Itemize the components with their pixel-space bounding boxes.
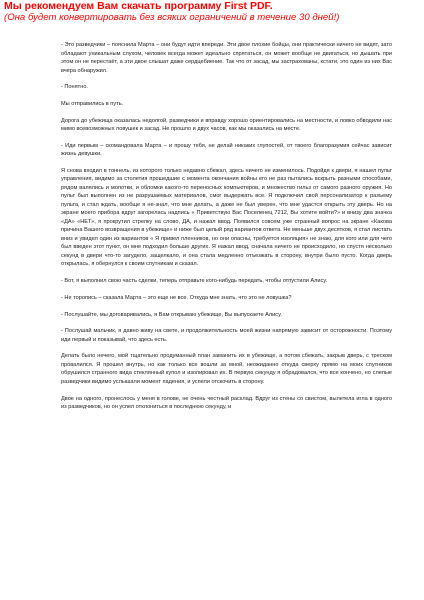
paragraph: - Не торопись – сказала Марта – это еще не все. Откуда мне знать, что это не ловушка?	[61, 294, 292, 301]
paragraph: - Вот, я выполнил свою часть сделки, теперь отправьте кого-нибудь передать, чтобы отпустили Алису.	[61, 278, 328, 285]
paragraph: Я снова входил в тоннель, из которого только недавно сбежал, здесь ничего не изменилось. Подойдя к двери, я нашел пульт управления, видимо за столетия прошедшие с момента окончания войны его не раз пытались вскрыть разными способами, рядом валялись и молотки, и обломки какого-то переносных компьютеров, и множество гильз от самого разного оружия. Но пульт был выполнен из не разрушаемых материалов, смог выдержать все. Я подключил свой персонализатор к разъему пульта, и стал ждать, вообще я не-знал, что мне делать, а даже не был уверен, что мне удастся открыть эту дверь. Но на экране моего прибора вдруг загорелась надпись « Приветствую Вас Поселенец 7212, Вы хотите войти?» и внизу два значка «ДА» «НЕТ», я прокрутил стрелку на слово, ДА, и нажал ввод. Появился совсем уже странный вопрос на экране «Какова причина Вашего возвращения в убежище» и ниже был целый ряд вариантов ответа. Не меньше двух десятков, я стал листать вниз и увидел один из вариантов « Я привел пленников, но они опасны, требуется изоляция» не знаю, для кого или для чего был введен этот пункт, он мне подходил больше других. Я нажал ввод, сначала ничего не происходило, но спустя несколько секунд в двери что-то загудело, защелкало, и она стала медленно отъезжать в сторону, внутри было пусто. Когда дверь открылась, я обернулся к своим спутникам и сказал.	[61, 167, 392, 268]
paragraph: - Понятно.	[61, 84, 88, 91]
paragraph: Дорога до убежища оказалась недолгой, разведчики и вправду хорошо ориентировались на местности, и ловко обводили нас мимо всевозможных ловушек и засад. Не прошло и двух часов, как мы оказались на месте.	[61, 117, 392, 133]
paragraph: - Это разведчики – пояснила Марта – они будут идти впереди. Эти двое плохие бойцы, они практически ничего не видят, зато обладают уникальным слухом, человек всегда может идеально спрятаться, он может вообще не двигаться, но дышать при этом он не перестаёт, а эти двое слышат даже сердцебиение. Так что от засад, мы застрахованы, кстати, это один из них Вас вчера обнаружил.	[61, 42, 392, 74]
promo-banner-title: Мы рекомендуем Вам скачать программу First PDF.	[4, 0, 273, 12]
paragraph: - Иди первым – скомандовала Марта – и прошу тебя, не делай никаких глупостей, от твоего благоразумия сейчас зависит жизнь девушки.	[61, 142, 392, 158]
paragraph: Двое на одного, пронеслось у меня в голове, не очень честный расклад. Вдруг из стены со свистом, вылетела игла в одного из разведчиков, но он успел отклониться в последнюю секунду, и	[61, 395, 392, 411]
paragraph: Мы отправились в путь.	[61, 100, 124, 107]
promo-banner	[4, 1, 420, 23]
document-body	[61, 41, 392, 600]
promo-banner-subtitle: (Она будет конвертировать без всяких ограничений в течение 30 дней!)	[4, 12, 340, 23]
paragraph: - Послушай мальчик, я давно живу на свете, и продолжительность моей жизни напрямую зависит от осторожности. Поэтому иди первый и показывай, что здесь есть.	[61, 328, 392, 343]
paragraph: - Послушайте, мы договаривались, я Вам открываю убежище, Вы выпускаете Алису.	[61, 311, 282, 318]
paragraph: Делать было нечего, мой тщательно продуманный план заманить их в убежище, а потом сбежать, закрыв дверь, с треском провалился. Я прошел внутрь, но как только все вошли за мной, неожиданно откуда сверху прямо на моих спутников обрушился странного вида стеклянный купол и изолировал их. В первую секунду я обрадовался, что все кончено, но слепые разведчики видимо услышали момент падения, и успели отскочить в сторону.	[61, 353, 392, 385]
